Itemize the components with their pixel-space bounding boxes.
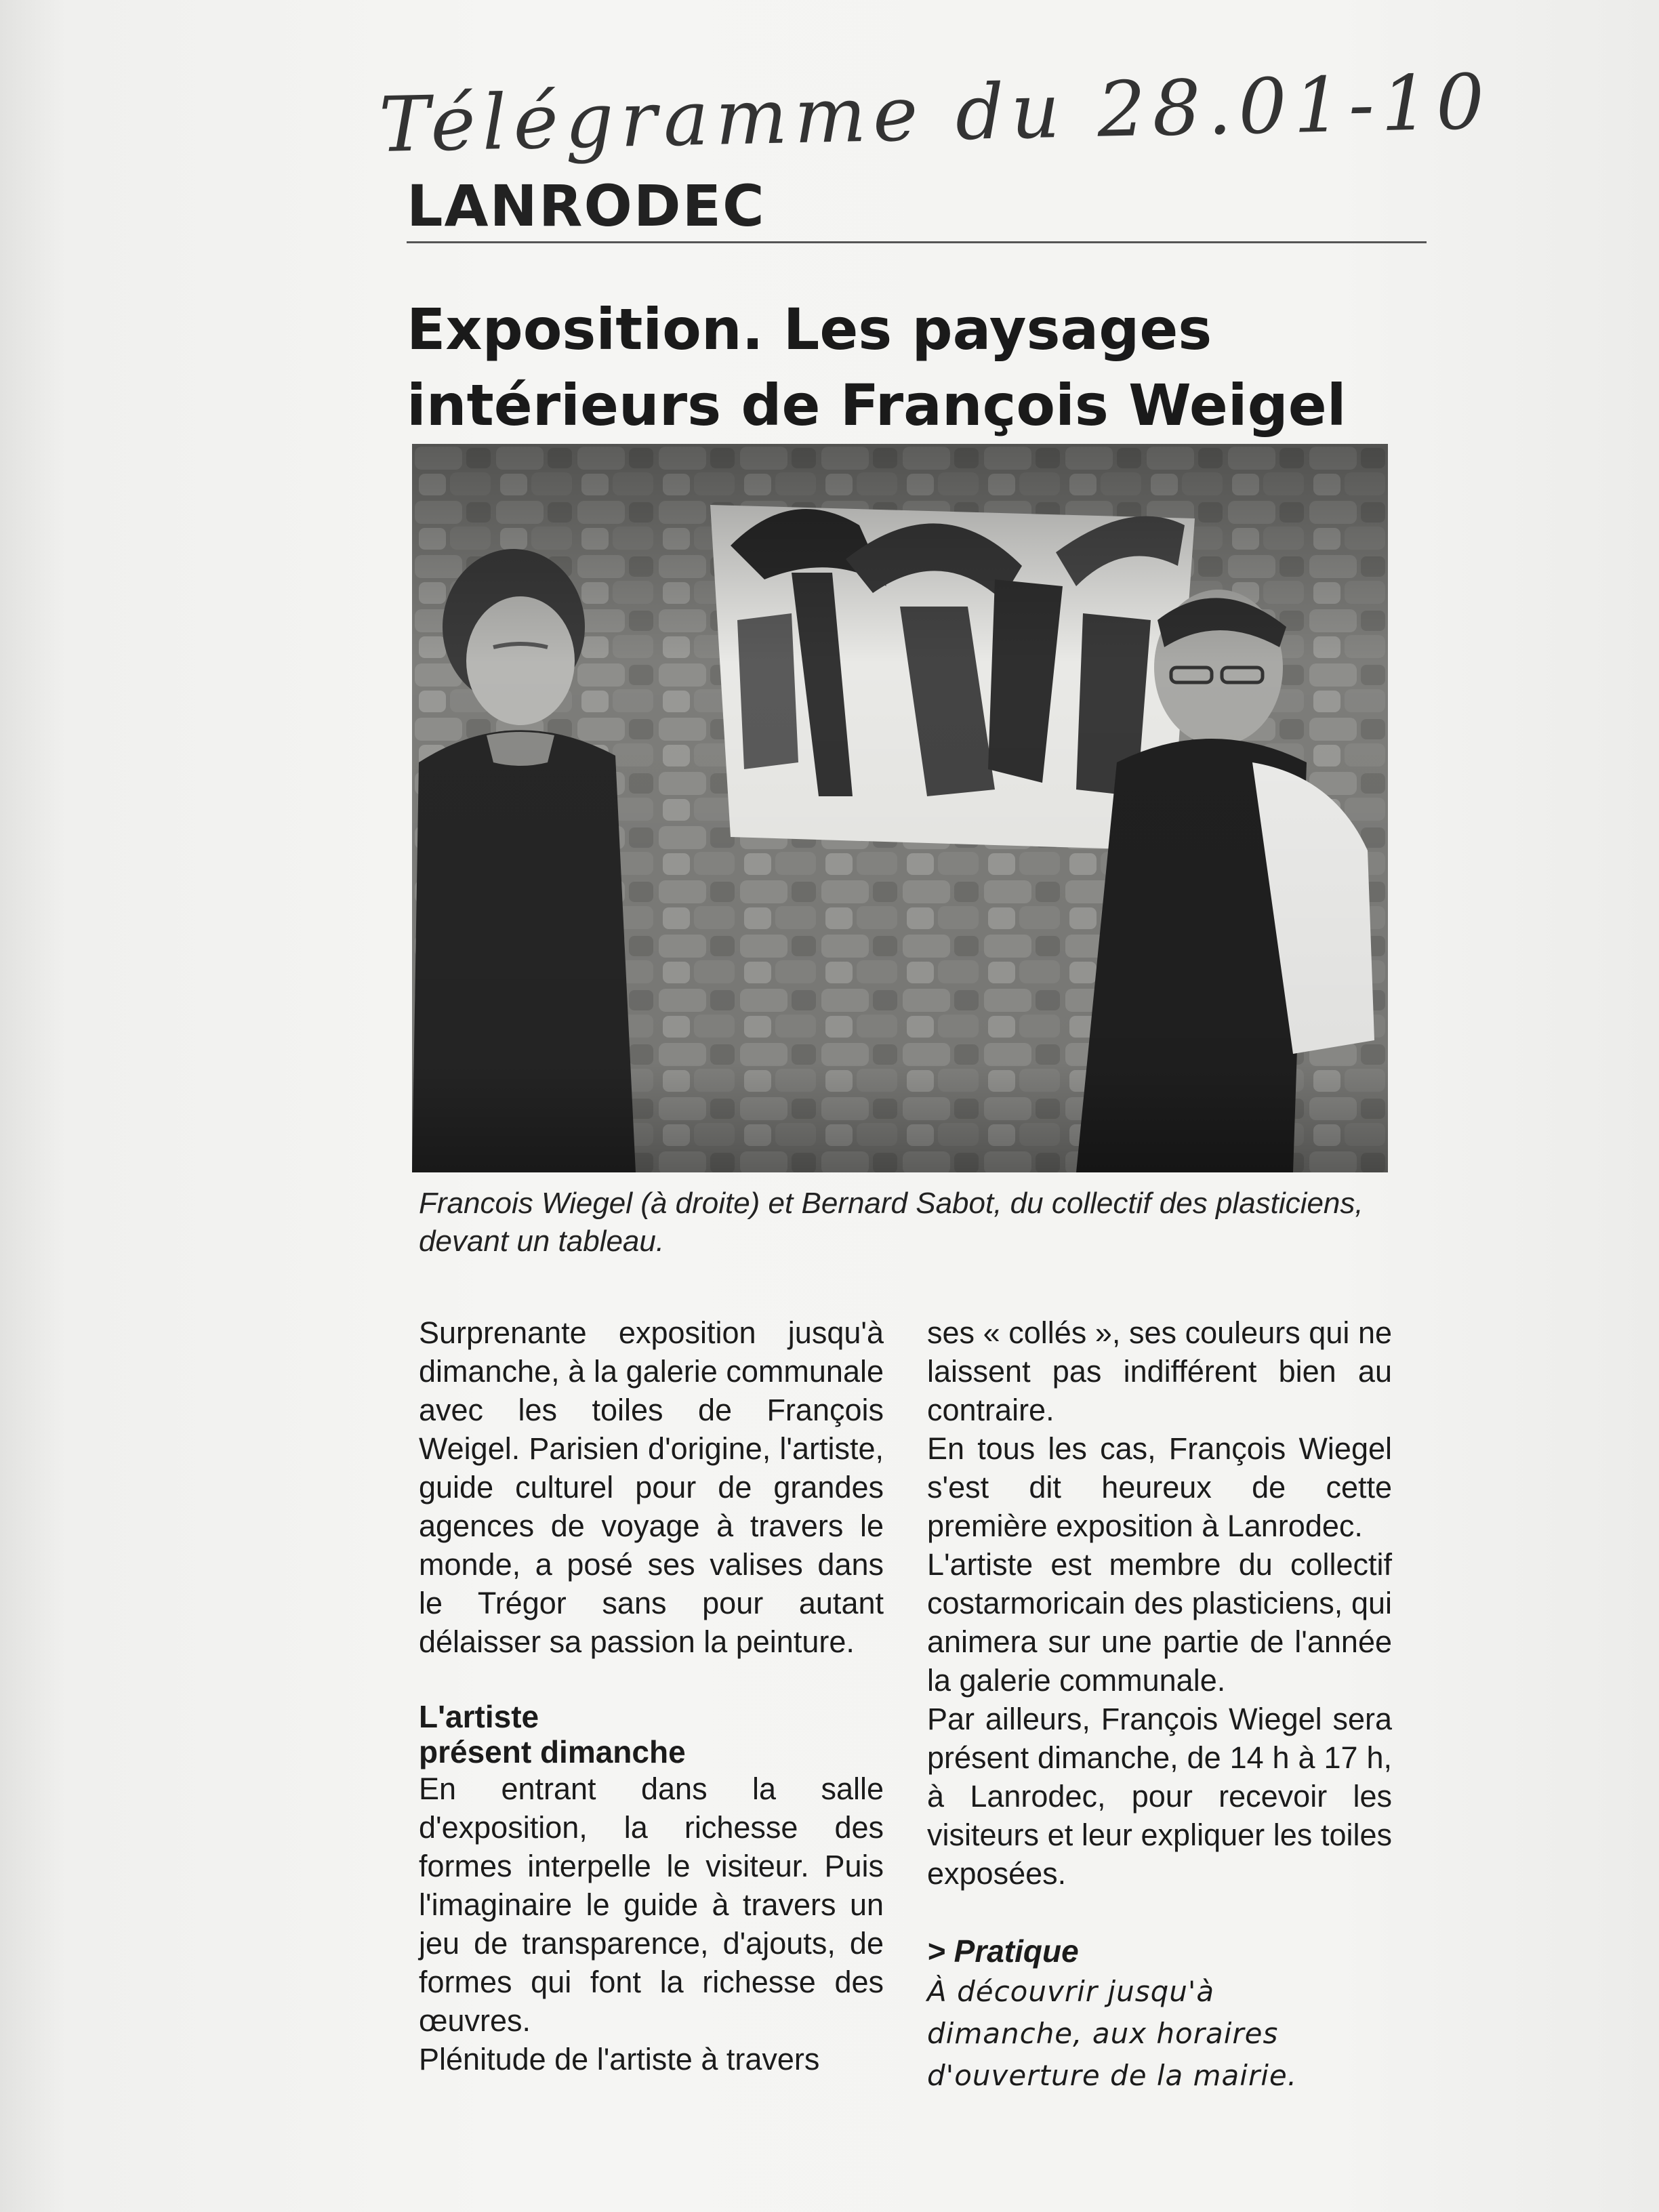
paragraph: ses « collés », ses couleurs qui ne laissent pas indifférent bien au contraire. — [927, 1315, 1392, 1427]
article-column-left — [419, 1313, 884, 2078]
subhead-line-1: L'artiste — [419, 1699, 539, 1734]
pratique-line-3: d'ouverture de la mairie. — [927, 2059, 1298, 2092]
paragraph: Surprenante exposition jusqu'à dimanche, à la galerie communale avec les toiles de François Weigel. Parisien d'origine, l'artiste, guide culturel pour de grandes agences de voyage à travers le monde, a posé ses valises dans le Trégor sans pour autant délaisser sa passion la peinture. — [419, 1315, 884, 1659]
article-column-right — [927, 1313, 1392, 2097]
pratique-line-2: dimanche, aux horaires — [927, 2017, 1279, 2050]
subhead-line-2: présent dimanche — [419, 1734, 686, 1769]
paragraph: En tous les cas, François Wiegel s'est dit heureux de cette première exposition à Lanrodec. — [927, 1431, 1392, 1543]
pratique-heading: > Pratique — [927, 1933, 1079, 1969]
headline-line-1: Exposition. Les paysages — [407, 296, 1212, 363]
pratique-line-1: À découvrir jusqu'à — [927, 1975, 1215, 2008]
pratique-info — [927, 1971, 1392, 2097]
section-title: LANRODEC — [407, 173, 766, 239]
article-photo — [412, 444, 1388, 1172]
paragraph: En entrant dans la salle d'exposition, la richesse des formes interpelle le visiteur. Puis l'imaginaire le guide à travers un jeu de transparence, d'ajouts, de formes qui font la richesse des œuvres. — [419, 1771, 884, 2038]
photo-caption: Francois Wiegel (à droite) et Bernard Sabot, du collectif des plasticiens, devant un tableau. — [419, 1187, 1364, 1258]
section-divider — [407, 241, 1427, 243]
paragraph: Plénitude de l'artiste à travers — [419, 2042, 820, 2076]
paragraph: Par ailleurs, François Wiegel sera présent dimanche, de 14 h à 17 h, à Lanrodec, pour recevoir les visiteurs et leur expliquer les toiles exposées. — [927, 1702, 1392, 1891]
paragraph: L'artiste est membre du collectif costarmoricain des plasticiens, qui animera sur une partie de l'année la galerie communale. — [927, 1547, 1392, 1698]
article-headline — [407, 291, 1437, 443]
article-subhead — [419, 1699, 884, 1769]
headline-line-2: intérieurs de François Weigel — [407, 372, 1347, 438]
handwritten-source-note: Télégramme du 28.01-10 — [378, 58, 1492, 169]
photo-illustration — [412, 444, 1388, 1172]
